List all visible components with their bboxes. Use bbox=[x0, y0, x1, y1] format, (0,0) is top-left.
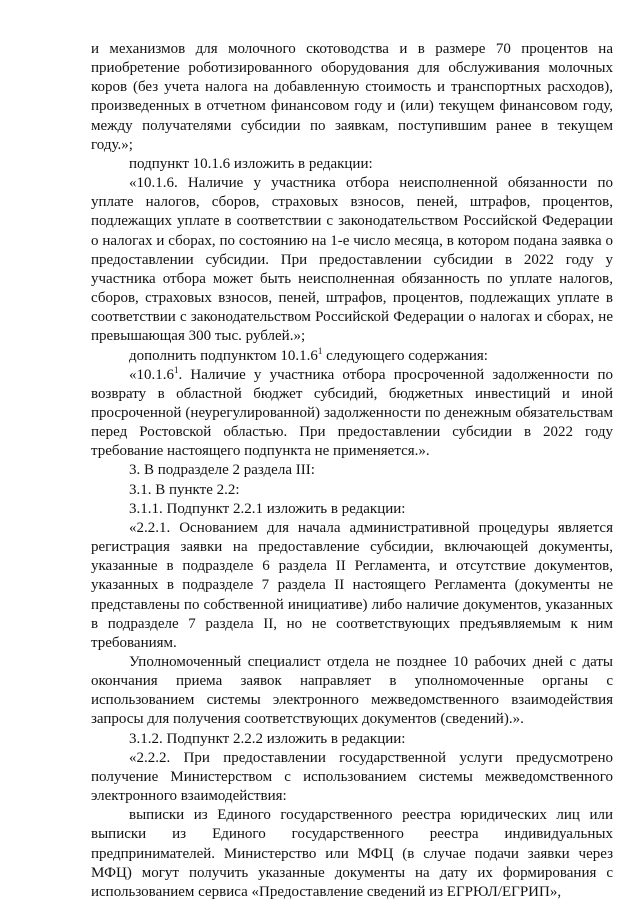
paragraph: 3.1. В пункте 2.2: bbox=[129, 481, 240, 498]
paragraph bbox=[91, 347, 613, 366]
paragraph-text: следующего содержания: bbox=[322, 347, 488, 364]
paragraph: 3.1.1. Подпункт 2.2.1 изложить в редакции: bbox=[129, 500, 406, 517]
paragraph: Уполномоченный специалист отдела не позднее 10 рабочих дней с даты окончания приема заявок направляет в уполномоченные органы с использованием системы электронного межведомственного взаимодействия запросы для получения соответствующих документов (сведений).». bbox=[91, 654, 613, 728]
paragraph: «2.2.2. При предоставлении государственной услуги предусмотрено получение Министерством с использованием системы межведомственного электронного взаимодействия: bbox=[91, 749, 613, 805]
paragraph: подпункт 10.1.6 изложить в редакции: bbox=[129, 155, 373, 172]
paragraph-text: дополнить подпунктом 10.1.6 bbox=[129, 347, 318, 364]
paragraph: и механизмов для молочного скотоводства и в размере 70 процентов на приобретение роботизированного оборудования для обслуживания молочных коров (без учета налога на добавленную стоимость и транспортных расходов), произведенных в отчетном финансовом году и (или) текущем финансовом году, между получателями субсидии по заявкам, поступившим ранее в текущем году.»; bbox=[91, 41, 613, 153]
paragraph: 3. В подразделе 2 раздела III: bbox=[129, 462, 315, 479]
paragraph: 3.1.2. Подпункт 2.2.2 изложить в редакции: bbox=[129, 730, 406, 747]
paragraph-text: «10.1.6 bbox=[129, 366, 174, 383]
superscript: 1 bbox=[317, 345, 323, 356]
superscript: 1 bbox=[174, 364, 179, 375]
paragraph bbox=[91, 366, 613, 462]
paragraph: выписки из Единого государственного реестра юридических лиц или выписки из Единого государственного реестра индивидуальных предпринимателей. Министерство или МФЦ (в случае подачи заявки через МФЦ) могут получить указанные документы на дату их формирования с использованием сервиса «Предоставление сведений из ЕГРЮЛ/ЕГРИП», bbox=[91, 807, 613, 900]
paragraph: «2.2.1. Основанием для начала административной процедуры является регистрация заявки на предоставление субсидии, включающей документы, указанные в подразделе 6 раздела II Регламента, и отсутствие документов, указанных в подразделе 7 раздела II настоящего Регламента (документы не представлены по собственной инициативе) либо наличие документов, указанных в подразделе 7 раздела II, но не соответствующих предъявляемым к ним требованиям. bbox=[91, 519, 613, 651]
document-page bbox=[91, 40, 613, 902]
paragraph: «10.1.6. Наличие у участника отбора неисполненной обязанности по уплате налогов, сборов, страховых взносов, пеней, штрафов, процентов, подлежащих уплате в соответствии с законодательством Российской Федерации о налогах и сборах, по состоянию на 1-е число месяца, в котором подана заявка о предоставлении субсидии. При предоставлении субсидии в 2022 году у участника отбора может быть неисполненная обязанность по уплате налогов, сборов, страховых взносов, пеней, штрафов, процентов, подлежащих уплате в соответствии с законодательством Российской Федерации о налогах и сборах, не превышающая 300 тыс. рублей.»; bbox=[91, 175, 613, 345]
paragraph-text: . Наличие у участника отбора просроченной задолженности по возврату в областной бюджет субсидий, бюджетных инвестиций и иной просроченной (неурегулированной) задолженности по денежным обязательствам перед Ростовской областью. При предоставлении субсидии в 2022 году требование настоящего подпункта не применяется.». bbox=[91, 366, 613, 460]
